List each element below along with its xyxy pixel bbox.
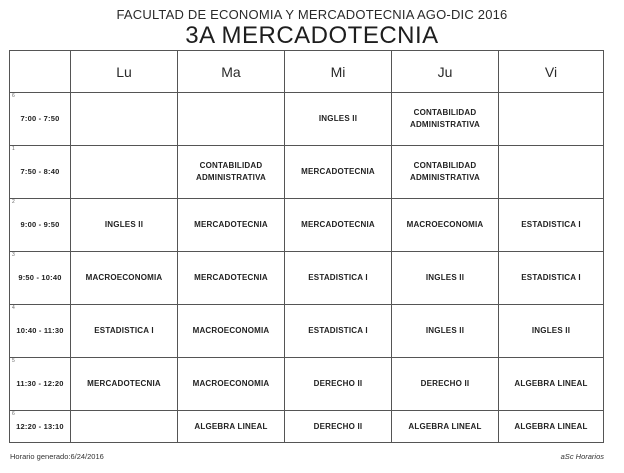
class-cell: INGLES II	[392, 305, 499, 358]
time-slot	[10, 93, 71, 146]
period-row	[10, 199, 604, 252]
class-cell: ESTADISTICA I	[71, 305, 178, 358]
day-header: Lu	[71, 51, 178, 93]
day-header: Mi	[285, 51, 392, 93]
period-number: 4	[12, 305, 15, 311]
time-label: 7:50 - 8:40	[20, 167, 60, 176]
class-cell: DERECHO II	[392, 358, 499, 411]
class-cell: INGLES II	[71, 199, 178, 252]
class-cell: INGLES II	[392, 252, 499, 305]
time-slot	[10, 411, 71, 443]
time-label: 11:30 - 12:20	[16, 379, 64, 388]
class-cell: MERCADOTECNIA	[71, 358, 178, 411]
day-header: Ma	[178, 51, 285, 93]
class-cell	[178, 93, 285, 146]
day-header-row	[10, 51, 604, 93]
class-cell	[71, 411, 178, 443]
class-cell: MACROECONOMIA	[71, 252, 178, 305]
time-slot	[10, 252, 71, 305]
class-cell: ALGEBRA LINEAL	[178, 411, 285, 443]
period-row	[10, 358, 604, 411]
period-number: 3	[12, 252, 15, 258]
class-cell	[71, 146, 178, 199]
page-title: 3A MERCADOTECNIA	[185, 22, 439, 49]
time-label: 12:20 - 13:10	[16, 421, 64, 431]
class-cell: DERECHO II	[285, 358, 392, 411]
period-number: 2	[12, 199, 15, 205]
period-row	[10, 411, 604, 443]
timetable	[9, 50, 604, 443]
brand-credit: aSc Horarios	[560, 452, 604, 461]
class-cell: ESTADISTICA I	[285, 305, 392, 358]
class-cell	[499, 93, 604, 146]
time-label: 10:40 - 11:30	[16, 326, 64, 335]
class-cell	[499, 146, 604, 199]
time-slot	[10, 358, 71, 411]
class-cell: ESTADISTICA I	[499, 199, 604, 252]
period-row	[10, 252, 604, 305]
class-cell: INGLES II	[499, 305, 604, 358]
day-header: Vi	[499, 51, 604, 93]
day-header: Ju	[392, 51, 499, 93]
time-slot	[10, 146, 71, 199]
class-cell: MACROECONOMIA	[392, 199, 499, 252]
time-label: 9:50 - 10:40	[18, 273, 62, 282]
class-cell: INGLES II	[285, 93, 392, 146]
period-number: 5	[12, 358, 15, 364]
period-number: 6	[12, 411, 15, 417]
class-cell: MERCADOTECNIA	[178, 199, 285, 252]
class-cell: MERCADOTECNIA	[285, 146, 392, 199]
class-cell	[71, 93, 178, 146]
period-number: 1	[12, 146, 15, 152]
class-cell: DERECHO II	[285, 411, 392, 443]
class-cell: ESTADISTICA I	[285, 252, 392, 305]
faculty-subtitle: FACULTAD DE ECONOMIA Y MERCADOTECNIA AGO-DIC 2016	[116, 7, 508, 22]
generated-date: Horario generado:6/24/2016	[10, 452, 104, 461]
period-row	[10, 93, 604, 146]
time-label: 9:00 - 9:50	[20, 220, 60, 229]
class-cell: ALGEBRA LINEAL	[392, 411, 499, 443]
time-label: 7:00 - 7:50	[20, 114, 60, 123]
class-cell: MACROECONOMIA	[178, 305, 285, 358]
class-cell: CONTABILIDAD ADMINISTRATIVA	[392, 93, 499, 146]
time-slot	[10, 199, 71, 252]
corner-cell	[10, 51, 71, 93]
class-cell: ESTADISTICA I	[499, 252, 604, 305]
period-row	[10, 146, 604, 199]
class-cell: MERCADOTECNIA	[285, 199, 392, 252]
time-slot	[10, 305, 71, 358]
period-row	[10, 305, 604, 358]
class-cell: MACROECONOMIA	[178, 358, 285, 411]
class-cell: ALGEBRA LINEAL	[499, 358, 604, 411]
class-cell: CONTABILIDAD ADMINISTRATIVA	[392, 146, 499, 199]
class-cell: MERCADOTECNIA	[178, 252, 285, 305]
period-number: 6	[12, 93, 15, 99]
class-cell: CONTABILIDAD ADMINISTRATIVA	[178, 146, 285, 199]
class-cell: ALGEBRA LINEAL	[499, 411, 604, 443]
